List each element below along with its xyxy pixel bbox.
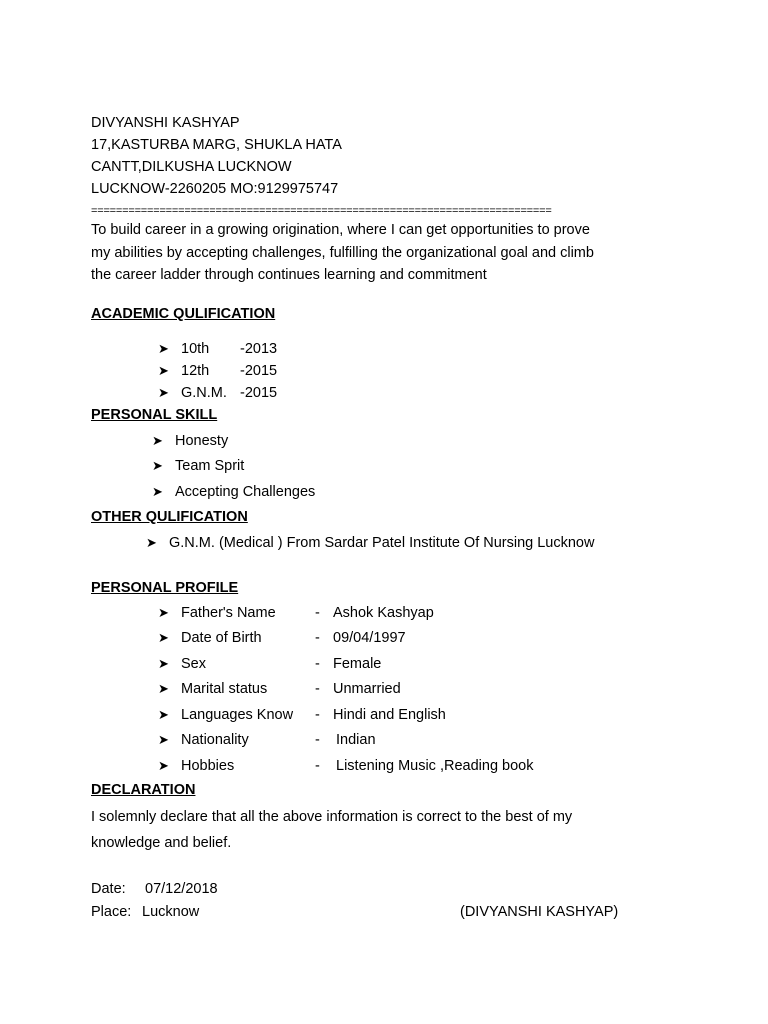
signature-name: (DIVYANSHI KASHYAP)	[460, 904, 619, 920]
academic-label: 10th	[181, 341, 210, 357]
other-qualification-heading: OTHER QULIFICATION	[91, 509, 248, 525]
skill-item: Team Sprit	[175, 458, 245, 474]
arrowhead-bullet-icon: ➤	[158, 681, 169, 696]
academic-label: G.N.M.	[181, 385, 227, 401]
profile-separator: -	[315, 758, 320, 774]
list-item	[152, 456, 174, 476]
profile-label: Sex	[181, 656, 206, 672]
arrowhead-bullet-icon: ➤	[152, 458, 163, 473]
profile-value: Hindi and English	[333, 707, 446, 723]
profile-separator: -	[315, 681, 320, 697]
profile-label: Father's Name	[181, 605, 276, 621]
date-value: 07/12/2018	[145, 881, 218, 897]
profile-separator: -	[315, 707, 320, 723]
address-line-2: CANTT,DILKUSHA LUCKNOW	[91, 159, 292, 175]
arrowhead-bullet-icon: ➤	[158, 385, 169, 400]
academic-heading: ACADEMIC QULIFICATION	[91, 306, 276, 322]
arrowhead-bullet-icon: ➤	[158, 758, 169, 773]
objective-line-2: my abilities by accepting challenges, fulfilling the organizational goal and climb	[91, 245, 594, 261]
arrowhead-bullet-icon: ➤	[158, 605, 169, 620]
list-item	[158, 603, 180, 623]
place-value: Lucknow	[142, 904, 200, 920]
profile-label: Marital status	[181, 681, 268, 697]
objective-line-1: To build career in a growing origination, where I can get opportunities to prove	[91, 222, 590, 238]
list-item	[146, 533, 168, 553]
arrowhead-bullet-icon: ➤	[158, 630, 169, 645]
arrowhead-bullet-icon: ➤	[158, 656, 169, 671]
address-line-1: 17,KASTURBA MARG, SHUKLA HATA	[91, 137, 342, 153]
list-item	[152, 431, 174, 451]
profile-label: Languages Know	[181, 707, 294, 723]
profile-heading: PERSONAL PROFILE	[91, 580, 239, 596]
profile-value: Indian	[336, 732, 376, 748]
arrowhead-bullet-icon: ➤	[146, 535, 157, 550]
profile-label: Nationality	[181, 732, 249, 748]
place-label: Place:	[91, 904, 132, 920]
profile-value: Listening Music ,Reading book	[336, 758, 534, 774]
profile-value: 09/04/1997	[333, 630, 406, 646]
objective-line-3: the career ladder through continues learning and commitment	[91, 267, 487, 283]
profile-separator: -	[315, 656, 320, 672]
profile-value: Unmarried	[333, 681, 401, 697]
separator-rule: ==========================================================================	[91, 205, 552, 217]
other-qualification-item: G.N.M. (Medical ) From Sardar Patel Institute Of Nursing Lucknow	[169, 535, 595, 551]
list-item	[158, 628, 180, 648]
arrowhead-bullet-icon: ➤	[158, 363, 169, 378]
profile-separator: -	[315, 732, 320, 748]
list-item	[158, 339, 180, 359]
profile-label: Date of Birth	[181, 630, 262, 646]
applicant-name: DIVYANSHI KASHYAP	[91, 115, 240, 131]
academic-label: 12th	[181, 363, 210, 379]
skill-item: Accepting Challenges	[175, 484, 316, 500]
list-item	[158, 654, 180, 674]
list-item	[158, 730, 180, 750]
academic-year: -2015	[240, 363, 278, 379]
profile-separator: -	[315, 605, 320, 621]
arrowhead-bullet-icon: ➤	[158, 732, 169, 747]
list-item	[158, 705, 180, 725]
list-item	[158, 361, 180, 381]
list-item	[152, 482, 174, 502]
profile-value: Ashok Kashyap	[333, 605, 434, 621]
arrowhead-bullet-icon: ➤	[158, 707, 169, 722]
declaration-heading: DECLARATION	[91, 782, 196, 798]
arrowhead-bullet-icon: ➤	[152, 484, 163, 499]
profile-value: Female	[333, 656, 382, 672]
date-label: Date:	[91, 881, 126, 897]
declaration-line-1: I solemnly declare that all the above information is correct to the best of my	[91, 809, 573, 825]
profile-separator: -	[315, 630, 320, 646]
arrowhead-bullet-icon: ➤	[158, 341, 169, 356]
profile-label: Hobbies	[181, 758, 235, 774]
declaration-line-2: knowledge and belief.	[91, 835, 232, 851]
address-line-3: LUCKNOW-2260205 MO:9129975747	[91, 181, 339, 197]
academic-year: -2015	[240, 385, 278, 401]
list-item	[158, 679, 180, 699]
list-item	[158, 756, 180, 776]
academic-year: -2013	[240, 341, 278, 357]
list-item	[158, 383, 180, 403]
skill-item: Honesty	[175, 433, 229, 449]
arrowhead-bullet-icon: ➤	[152, 433, 163, 448]
skill-heading: PERSONAL SKILL	[91, 407, 218, 423]
